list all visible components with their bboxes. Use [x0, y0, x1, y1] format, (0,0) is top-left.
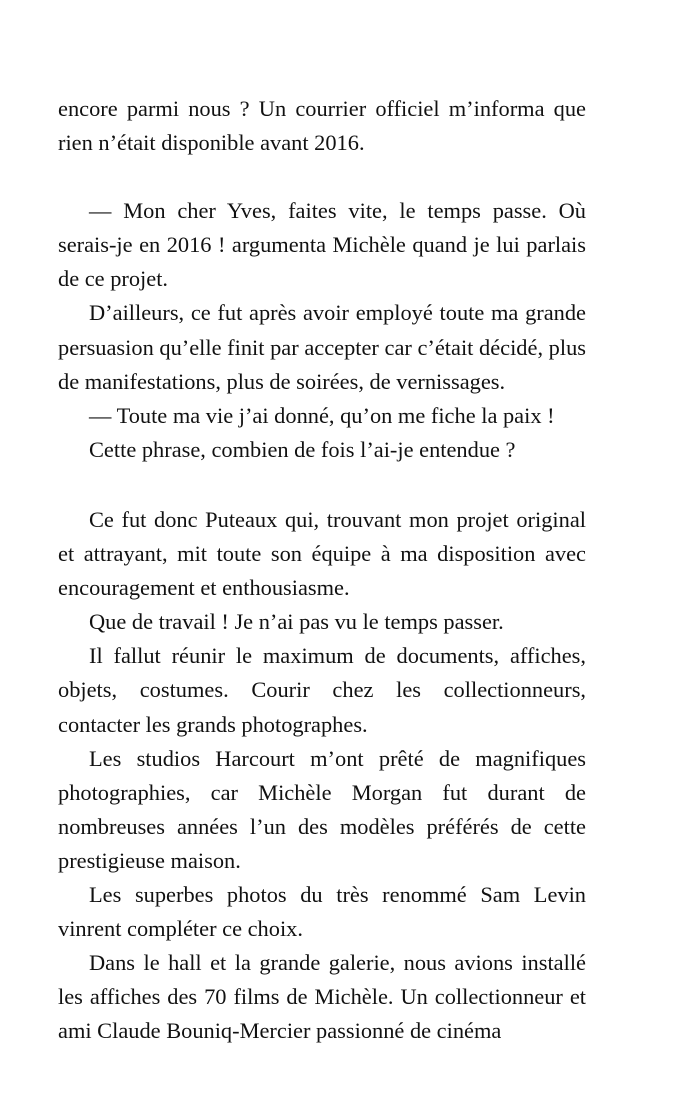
- paragraph-sam-levin: Les superbes photos du très renommé Sam Levin vinrent compléter ce choix.: [58, 881, 586, 942]
- paragraph-travail: Que de travail ! Je n’ai pas vu le temps passer.: [89, 609, 504, 635]
- paragraph-continuation: encore parmi nous ? Un courrier officiel m’informa que rien n’était disponible avant 2016.: [58, 96, 586, 156]
- paragraph-dialogue-quote: — Toute ma vie j’ai donné, qu’on me fiche la paix !: [89, 402, 555, 428]
- paragraph-dialogue-michele: — Mon cher Yves, faites vite, le temps passe. Où serais-je en 2016 ! argumenta Michèle quand je lui parlais de ce projet.: [58, 198, 586, 292]
- paragraph-documents: Il fallut réunir le maximum de documents, affiches, objets, costumes. Courir chez les collectionneurs, contacter les grands photographes.: [58, 643, 586, 737]
- paragraph-persuasion: D’ailleurs, ce fut après avoir employé toute ma grande persuasion qu’elle finit par accepter car c’était décidé, plus de manifestations, plus de soirées, de vernissages.: [58, 300, 586, 394]
- paragraph-hall: Dans le hall et la grande galerie, nous avions installé les affiches des 70 films de Michèle. Un collectionneur et ami Claude Bouniq-Mercier passionné de cinéma: [58, 950, 586, 1044]
- paragraph-harcourt: Les studios Harcourt m’ont prêté de magnifiques photographies, car Michèle Morgan fut durant de nombreuses années l’un des modèles préférés de cette prestigieuse maison.: [58, 745, 586, 873]
- paragraph-phrase: Cette phrase, combien de fois l’ai-je entendue ?: [89, 436, 516, 462]
- paragraph-puteaux: Ce fut donc Puteaux qui, trouvant mon projet original et attrayant, mit toute son équipe à ma disposition avec encouragement et enthousiasme.: [58, 506, 586, 601]
- page-text: [58, 92, 586, 1048]
